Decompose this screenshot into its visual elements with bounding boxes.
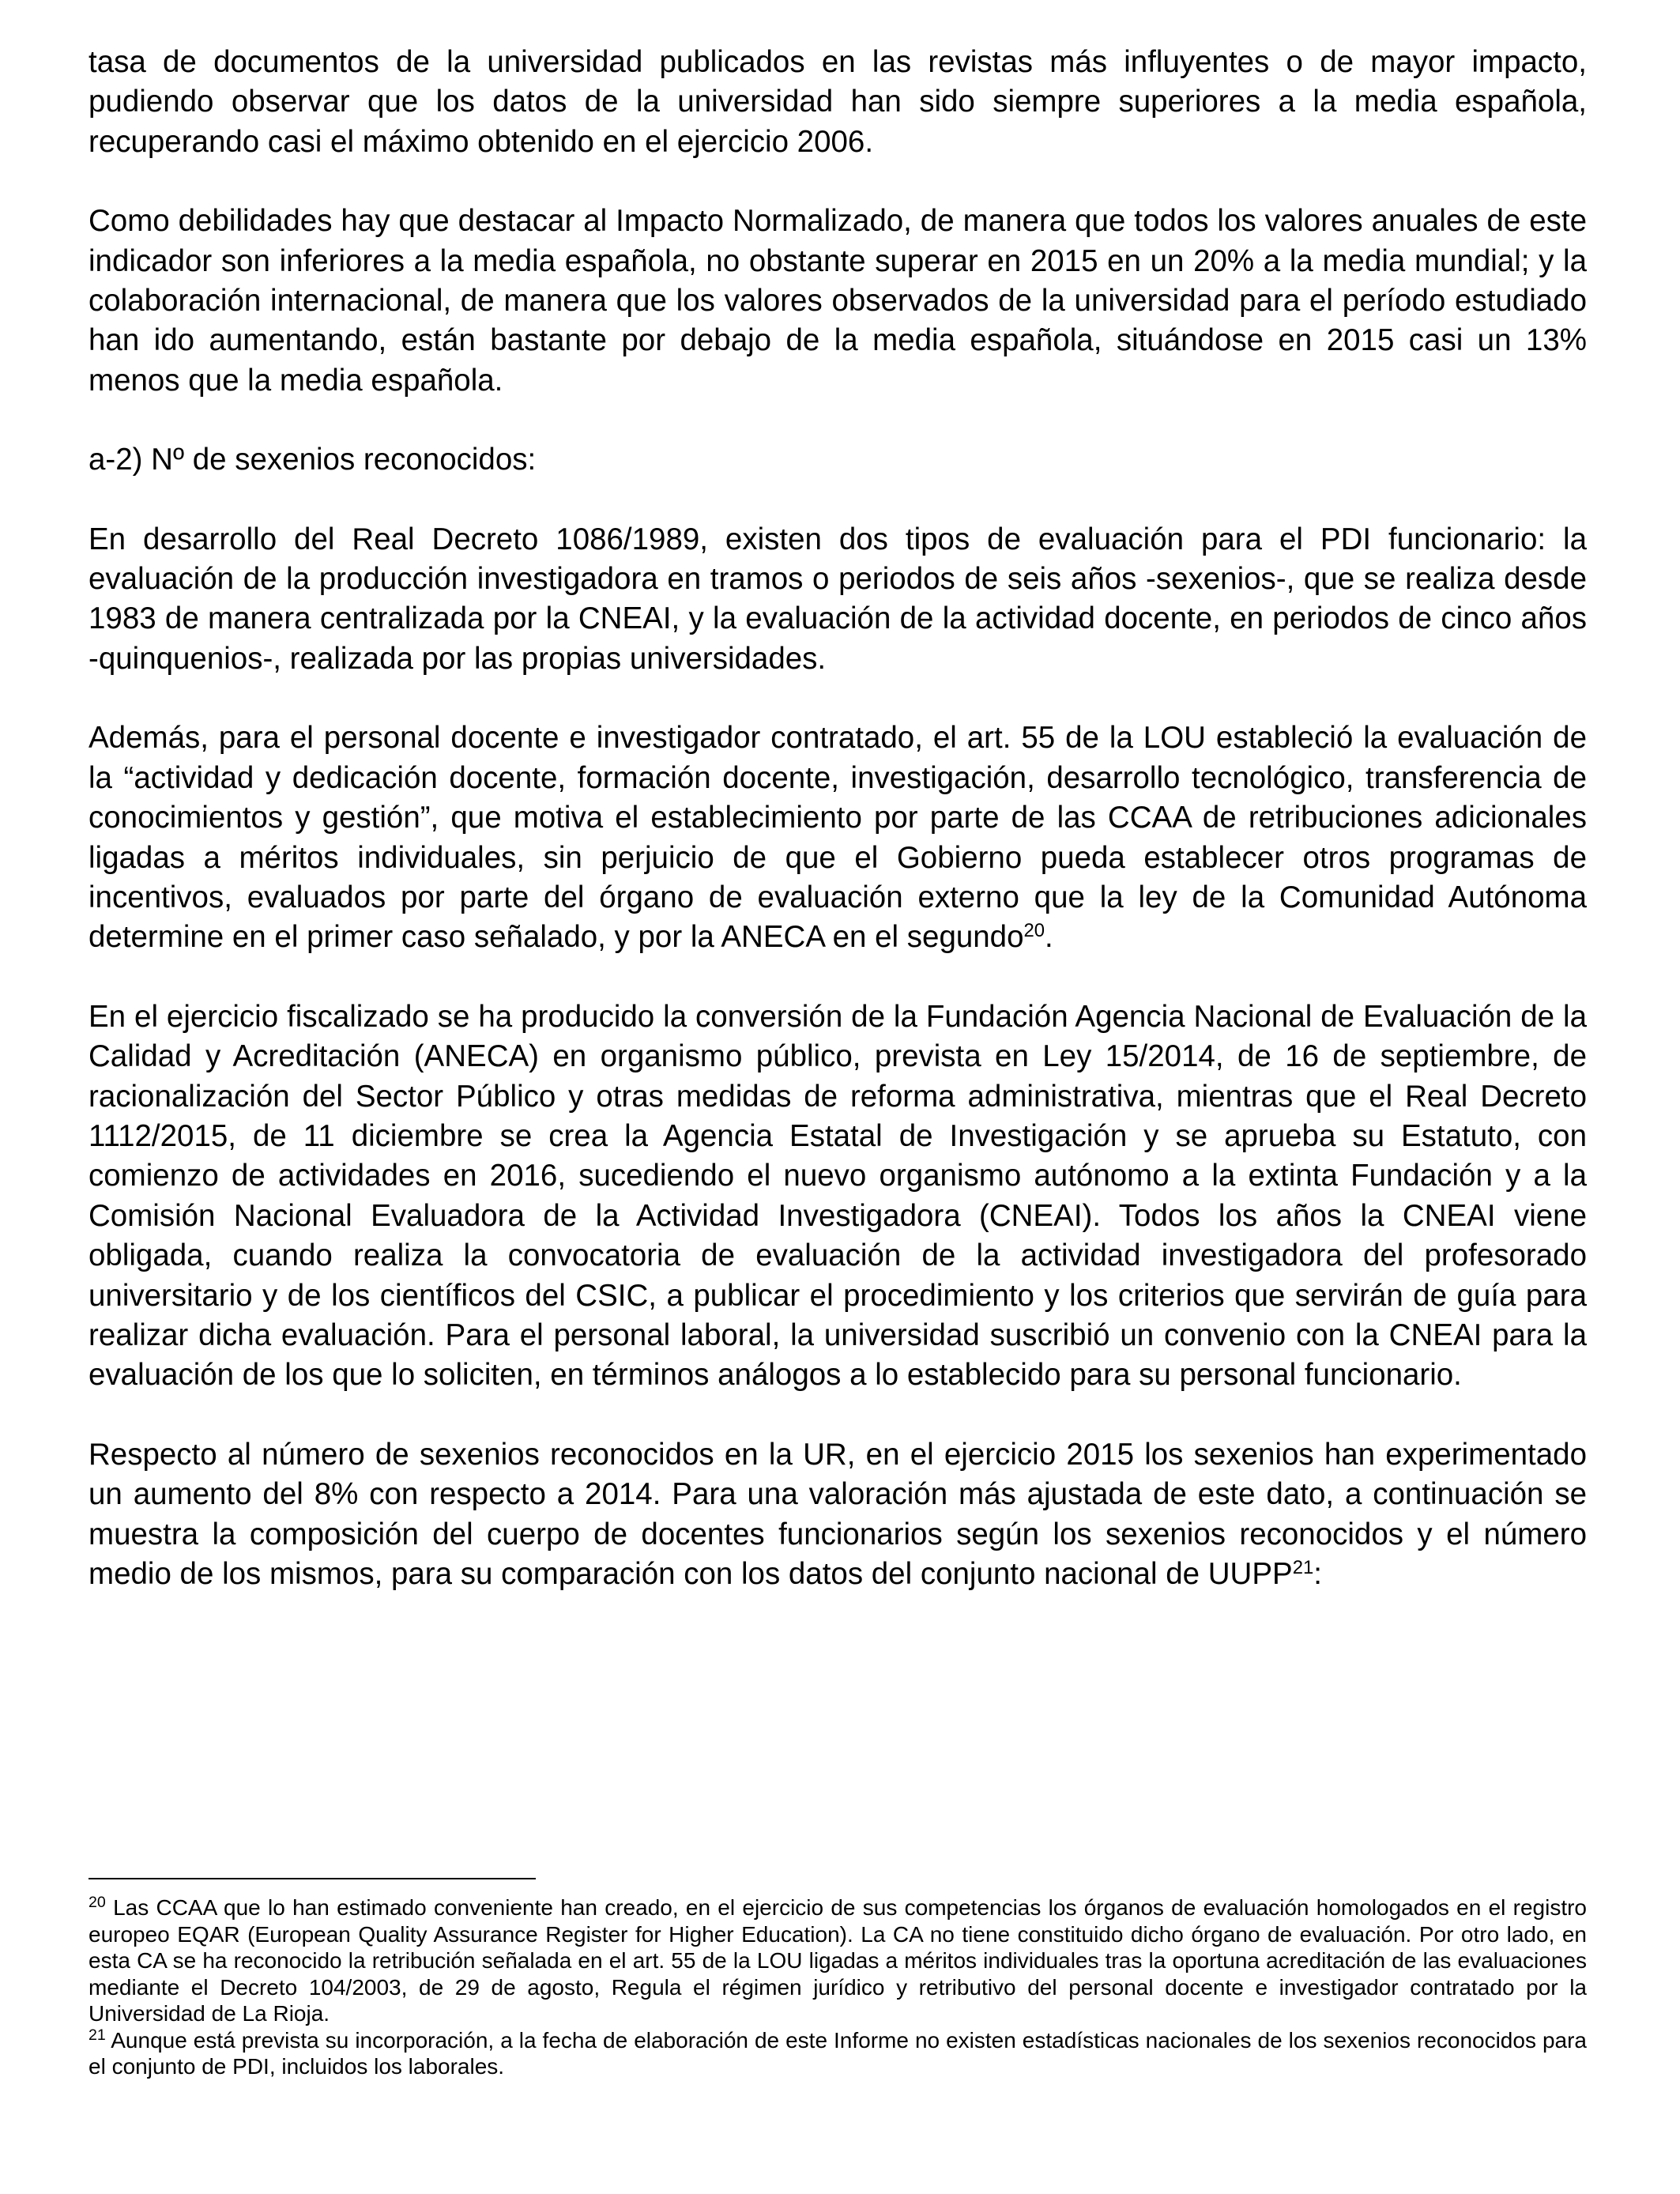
- footnote-21: [89, 2027, 1587, 2080]
- paragraph-sexenios-ur-text: Respecto al número de sexenios reconocidos en la UR, en el ejercicio 2015 los sexenios han experimentado un aumento del 8% con respecto a 2014. Para una valoración más ajustada de este dato, a continuación se muestra la composición del cuerpo de docentes funcionarios según los sexenios reconocidos y el número medio de los mismos, para su comparación con los datos del conjunto nacional de UUPP: [89, 1437, 1587, 1591]
- footnote-ref-21[interactable]: 21: [1292, 1556, 1314, 1578]
- footnotes: [89, 1894, 1587, 2080]
- document-body: [89, 43, 1587, 1634]
- paragraph-contracted-staff: [89, 718, 1587, 957]
- footnote-20: [89, 1894, 1587, 2027]
- paragraph-end-colon: :: [1313, 1557, 1322, 1591]
- footnote-separator: [89, 1878, 536, 1879]
- paragraph-sexenios-ur: [89, 1435, 1587, 1595]
- paragraph-aneca-conversion: En el ejercicio fiscalizado se ha producido la conversión de la Fundación Agencia Nacional de Evaluación de la Calidad y Acreditación (ANECA) en organismo público, prevista en Ley 15/2014, de 16 de septiembre, de racionalización del Sector Público y otras medidas de reforma administrativa, mientras que el Real Decreto 1112/2015, de 11 diciembre se crea la Agencia Estatal de Investigación y se aprueba su Estatuto, con comienzo de actividades en 2016, sucediendo el nuevo organismo autónomo a la extinta Fundación y a la Comisión Nacional Evaluadora de la Actividad Investigadora (CNEAI). Todos los años la CNEAI viene obligada, cuando realiza la convocatoria de evaluación de la actividad investigadora del profesorado universitario y de los científicos del CSIC, a publicar el procedimiento y los criterios que servirán de guía para realizar dicha evaluación. Para el personal laboral, la universidad suscribió un convenio con la CNEAI para la evaluación de los que lo soliciten, en términos análogos a lo establecido para su personal funcionario.: [89, 999, 1587, 1393]
- footnote-text-20: Las CCAA que lo han estimado conveniente han creado, en el ejercicio de sus competencias los órganos de evaluación homologados en el registro europeo EQAR (European Quality Assurance Register for Higher Education). La CA no tiene constituido dicho órgano de evaluación. Por otro lado, en esta CA se ha reconocido la retribución señalada en el art. 55 de la LOU ligadas a méritos individuales tras la oportuna acreditación de las evaluaciones mediante el Decreto 104/2003, de 29 de agosto, Regula el régimen jurídico y retributivo del personal docente e investigador contratado por la Universidad de La Rioja.: [89, 1895, 1587, 2026]
- paragraph-end-period: .: [1045, 920, 1053, 955]
- footnote-text-21: Aunque está prevista su incorporación, a la fecha de elaboración de este Informe no existen estadísticas nacionales de los sexenios reconocidos para el conjunto de PDI, incluidos los laborales.: [89, 2027, 1587, 2079]
- footnote-ref-20[interactable]: 20: [1023, 920, 1045, 942]
- footnote-number-20: 20: [89, 1894, 106, 1912]
- paragraph-impact-summary: tasa de documentos de la universidad publicados en las revistas más influyentes o de mayor impacto, pudiendo observar que los datos de la universidad han sido siempre superiores a la media española, recuperando casi el máximo obtenido en el ejercicio 2006.: [89, 45, 1587, 159]
- paragraph-evaluation-types: En desarrollo del Real Decreto 1086/1989, existen dos tipos de evaluación para el PDI funcionario: la evaluación de la producción investigadora en tramos o periodos de seis años -sexenios-, que se realiza desde 1983 de manera centralizada por la CNEAI, y la evaluación de la actividad docente, en periodos de cinco años -quinquenios-, realizada por las propias universidades.: [89, 522, 1587, 676]
- paragraph-contracted-staff-text: Además, para el personal docente e investigador contratado, el art. 55 de la LOU estableció la evaluación de la “actividad y dedicación docente, formación docente, investigación, desarrollo tecnológico, transferencia de conocimientos y gestión”, que motiva el establecimiento por parte de las CCAA de retribuciones adicionales ligadas a méritos individuales, sin perjuicio de que el Gobierno pueda establecer otros programas de incentivos, evaluados por parte del órgano de evaluación externo que la ley de la Comunidad Autónoma determine en el primer caso señalado, y por la ANECA en el segundo: [89, 721, 1587, 955]
- footnote-number-21: 21: [89, 2026, 106, 2044]
- paragraph-weaknesses: Como debilidades hay que destacar al Impacto Normalizado, de manera que todos los valores anuales de este indicador son inferiores a la media española, no obstante superar en 2015 en un 20% a la media mundial; y la colaboración internacional, de manera que los valores observados de la universidad para el período estudiado han ido aumentando, están bastante por debajo de la media española, situándose en 2015 casi un 13% menos que la media española.: [89, 204, 1587, 398]
- section-heading-sexenios: a-2) Nº de sexenios reconocidos:: [89, 443, 537, 477]
